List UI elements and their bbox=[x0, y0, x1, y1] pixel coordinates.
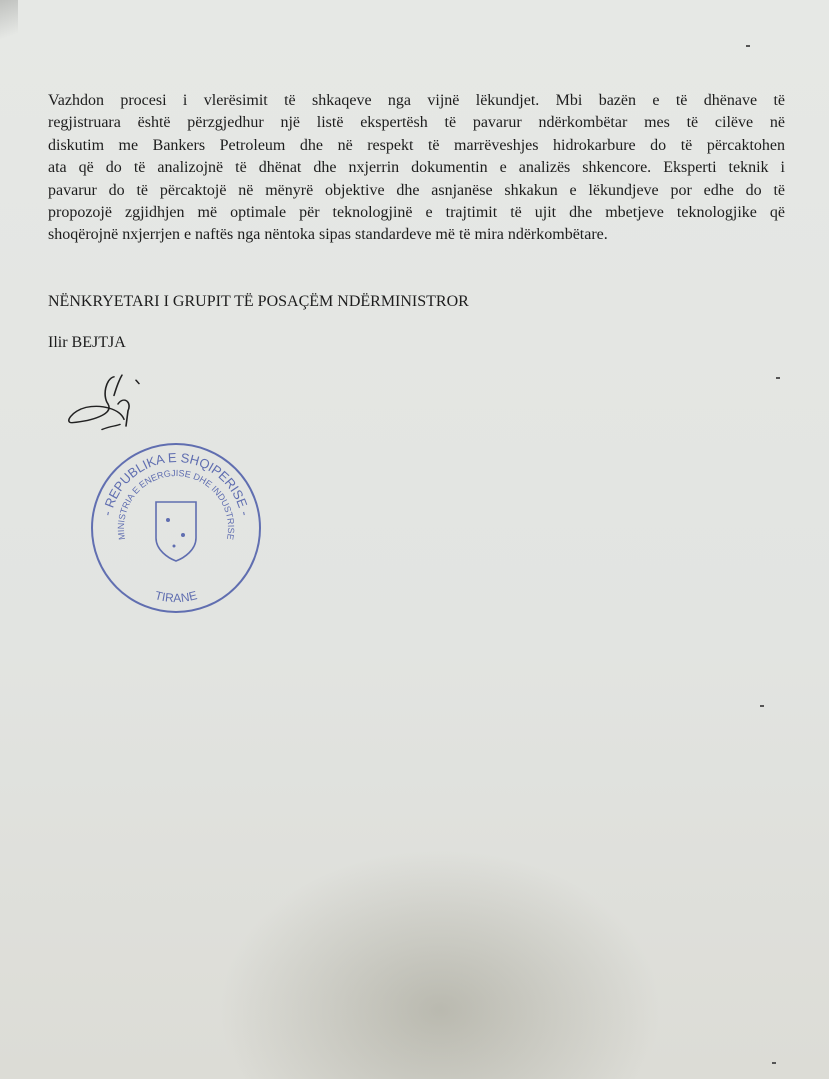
paragraph-line: shoqërojnë nxjerrjen e naftës nga nëntoka sipas standardeve më të mira ndërkombëtare. bbox=[48, 226, 608, 244]
paper-edge-shadow bbox=[0, 0, 18, 60]
paragraph-line: diskutim me Bankers Petroleum dhe në respekt të marrëveshjes hidrokarbure do të përcaktohen bbox=[48, 136, 785, 154]
body-paragraph bbox=[48, 90, 785, 247]
speck bbox=[760, 705, 764, 707]
speck bbox=[776, 377, 780, 379]
paragraph-line: propozojë zgjidhjen më optimale për teknologjinë e trajtimit të ujit dhe mbetjeve teknologjike që bbox=[48, 203, 785, 221]
stamp-outer-text: - REPUBLIKA E SHQIPERISE - bbox=[99, 449, 253, 518]
paragraph-line: pavarur do të përcaktojë në mënyrë objektive dhe asnjanëse shkakun e lëkundjeve por edhe do të bbox=[48, 181, 785, 199]
paragraph-line: ata që do të analizojnë të dhënat dhe nxjerrin dokumentin e analizës shkencore. Eksperti teknik i bbox=[48, 159, 785, 177]
stamp-bottom-text: TIRANE bbox=[153, 588, 199, 606]
paragraph-line: regjistruara është përzgjedhur një listë ekspertësh të pavarur ndërkombëtar mes të cilëve në bbox=[48, 114, 785, 132]
stamp-inner-text: MINISTRIA E ENERGJISE DHE INDUSTRISE bbox=[115, 468, 237, 541]
signatory-title: NËNKRYETARI I GRUPIT TË POSAÇËM NDËRMINISTROR bbox=[48, 293, 469, 310]
handwritten-signature bbox=[62, 370, 152, 438]
speck bbox=[772, 1062, 776, 1064]
signatory-name: Ilir BEJTJA bbox=[48, 334, 126, 351]
official-stamp bbox=[88, 440, 264, 616]
paragraph-line: Vazhdon procesi i vlerësimit të shkaqeve nga vijnë lëkundjet. Mbi bazën e të dhënave të bbox=[48, 92, 785, 109]
speck bbox=[746, 45, 750, 47]
